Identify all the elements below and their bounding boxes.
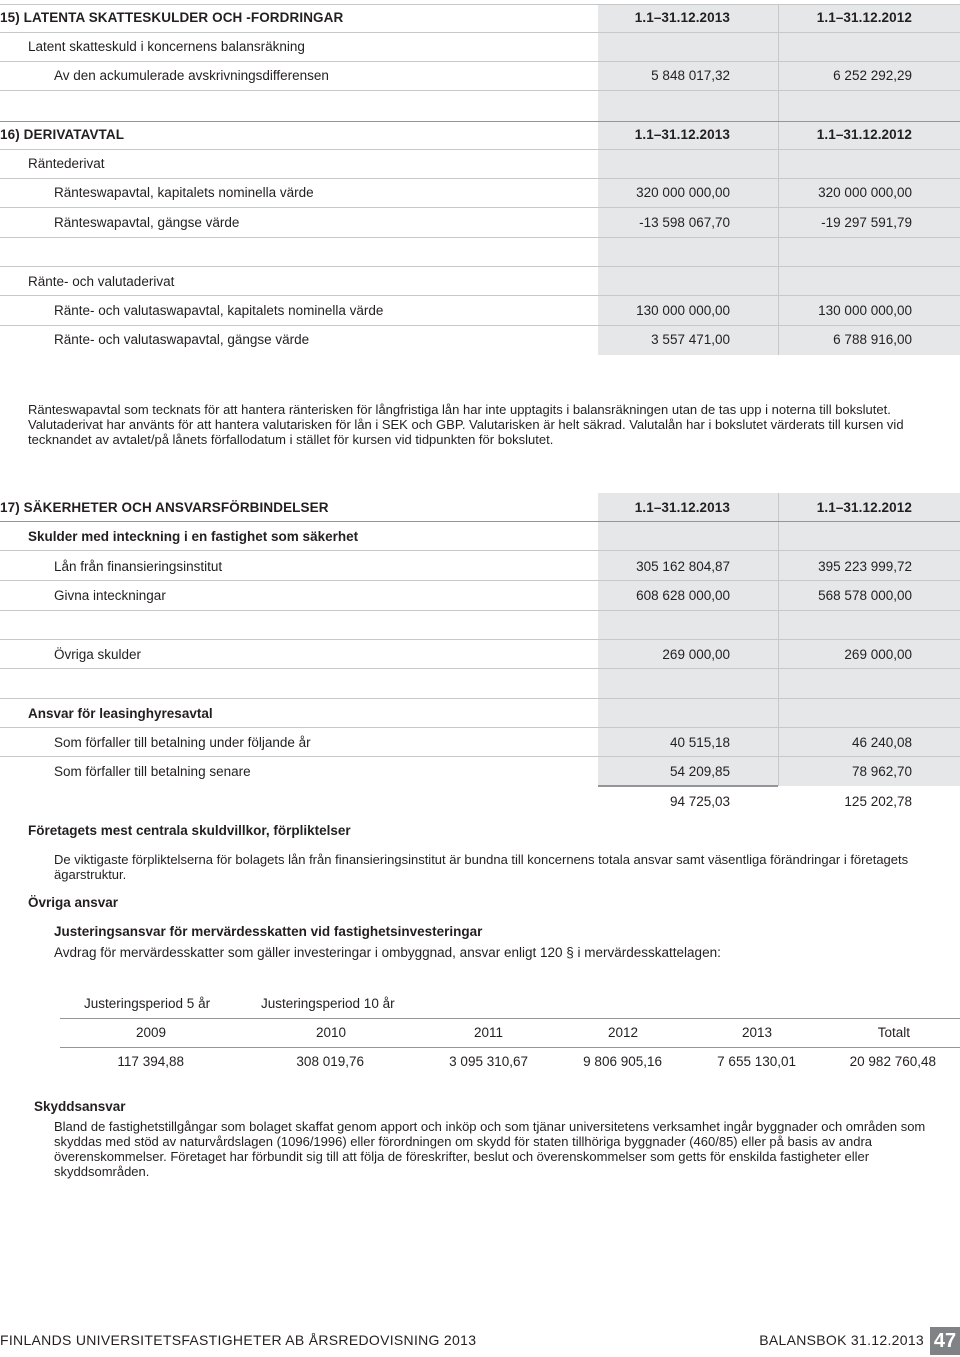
s16-row-value-2013: 3 557 471,00 (651, 332, 730, 347)
s16-row-value-2013: -13 598 067,70 (639, 215, 730, 230)
s16-header-rule (0, 149, 960, 150)
s17-row-value-2013: 54 209,85 (669, 764, 730, 779)
s17-row-rule (0, 580, 960, 581)
year-header-2010: 2010 (315, 1025, 346, 1040)
footer-section: BALANSBOK 31.12.2013 (759, 1332, 924, 1348)
s16-row-label: Ränteswapavtal, gängse värde (54, 215, 240, 230)
s17-row-label: Lån från finansieringsinstitut (54, 559, 223, 574)
s17-other-debts-label: Övriga skulder (54, 647, 142, 662)
protect-title: Skyddsansvar (34, 1099, 126, 1114)
s17-row-rule (0, 668, 960, 669)
s17-top-rule (0, 521, 960, 522)
s17-row-rule (0, 698, 960, 699)
s17-col1-header: 1.1–31.12.2013 (634, 500, 730, 515)
year-value-2010: 308 019,76 (296, 1054, 364, 1069)
s17-other-debts-2013: 269 000,00 (662, 647, 730, 662)
page-number: 47 (930, 1327, 960, 1355)
s16-row-value-2012: 320 000 000,00 (818, 185, 912, 200)
s16-col1-header: 1.1–31.12.2013 (634, 127, 730, 142)
s17-row-rule (0, 756, 960, 757)
s16-row-rule (0, 207, 960, 208)
s17-row-value-2013: 305 162 804,87 (636, 559, 730, 574)
year-header-rule (60, 1047, 960, 1048)
s16-group1-label: Räntederivat (28, 156, 105, 171)
protect-text: Bland de fastighetstillgångar som bolaget skaffat genom apport och inköp och som tjänar universitetens verksamhet ingår byggnader och områden som skyddas med stöd av naturvårdslagen (1096/1996) eller förordningen om skydd för staten tillhöriga byggnader (460/85) eller på basis av andra överenskommelser. Företaget har förbundit sig till att följa de föreskrifter, beslut och överenskommelser som getts för enskilda fastigheter eller skyddsområden. (54, 1119, 926, 1179)
s15-row-value-2012: 6 252 292,29 (833, 68, 912, 83)
period-5-label: Justeringsperiod 5 år (84, 996, 211, 1011)
s16-row-rule (0, 325, 960, 326)
s15-column-separator (778, 4, 779, 121)
year-value-2012: 9 806 905,16 (583, 1054, 662, 1069)
year-header-2009: 2009 (135, 1025, 166, 1040)
s16-row-value-2012: 6 788 916,00 (833, 332, 912, 347)
s17-row-rule (0, 610, 960, 611)
s16-row-rule (0, 266, 960, 267)
year-header-total: Totalt (877, 1025, 910, 1040)
s16-row-value-2013: 320 000 000,00 (636, 185, 730, 200)
s17-group4-label: Övriga ansvar (28, 895, 119, 910)
s15-col1-header: 1.1–31.12.2013 (634, 10, 730, 25)
footer-company: FINLANDS UNIVERSITETSFASTIGHETER AB ÅRSREDOVISNING 2013 (0, 1332, 477, 1348)
s16-col2-header: 1.1–31.12.2012 (816, 127, 912, 142)
year-header-2011: 2011 (473, 1025, 503, 1040)
s15-subtitle: Latent skatteskuld i koncernens balansräkning (28, 39, 305, 54)
s15-row-rule (0, 61, 960, 62)
s17-vat-title: Justeringsansvar för mervärdesskatten vid fastighetsinvesteringar (54, 924, 483, 939)
s17-group1-label: Skulder med inteckning i en fastighet som säkerhet (28, 529, 359, 544)
s17-group2-label: Ansvar för leasinghyresavtal (28, 706, 213, 721)
year-value-2011: 3 095 310,67 (449, 1054, 528, 1069)
s17-row-value-2012: 395 223 999,72 (818, 559, 912, 574)
s15-row-label: Av den ackumulerade avskrivningsdifferensen (54, 68, 329, 83)
period-header-rule (60, 1018, 960, 1019)
s17-total-rule (598, 785, 778, 787)
s15-top-rule (0, 4, 960, 5)
s17-row-rule (0, 639, 960, 640)
period-10-label: Justeringsperiod 10 år (261, 996, 395, 1011)
year-header-2012: 2012 (607, 1025, 638, 1040)
s17-row-label: Givna inteckningar (54, 588, 166, 603)
s17-lease-total-2012: 125 202,78 (844, 794, 912, 809)
s16-row-value-2012: -19 297 591,79 (821, 215, 912, 230)
s16-row-rule (0, 237, 960, 238)
s15-row-value-2013: 5 848 017,32 (651, 68, 730, 83)
s15-col2-header: 1.1–31.12.2012 (816, 10, 912, 25)
s17-row-rule (0, 727, 960, 728)
s17-row-value-2012: 568 578 000,00 (818, 588, 912, 603)
s16-row-rule (0, 295, 960, 296)
s16-row-value-2013: 130 000 000,00 (636, 303, 730, 318)
s17-row-value-2013: 608 628 000,00 (636, 588, 730, 603)
s16-row-rule (0, 178, 960, 179)
s17-vat-text: Avdrag för mervärdesskatter som gäller investeringar i ombyggnad, ansvar enligt 120 § i mervärdesskattelagen: (54, 945, 721, 960)
s17-row-value-2012: 46 240,08 (851, 735, 912, 750)
year-header-2013: 2013 (741, 1025, 772, 1040)
s17-other-debts-2012: 269 000,00 (844, 647, 912, 662)
s16-row-label: Ränte- och valutaswapavtal, gängse värde (54, 332, 310, 347)
s16-row-label: Ränte- och valutaswapavtal, kapitalets nominella värde (54, 303, 384, 318)
s16-row-value-2012: 130 000 000,00 (818, 303, 912, 318)
s16-title: 16) DERIVATAVTAL (0, 127, 125, 142)
s17-row-label: Som förfaller till betalning senare (54, 764, 251, 779)
s17-row-value-2013: 40 515,18 (669, 735, 730, 750)
s17-group3-text: De viktigaste förpliktelserna för bolagets lån från finansieringsinstitut är bundna till koncernens totala ansvar samt väsentliga förändringar i företagets ägarstruktur. (54, 852, 909, 882)
s15-row-rule (0, 90, 960, 91)
s17-title: 17) SÄKERHETER OCH ANSVARSFÖRBINDELSER (0, 500, 329, 515)
s16-top-rule (0, 121, 960, 122)
s17-lease-total-2013: 94 725,03 (669, 794, 730, 809)
s16-row-label: Ränteswapavtal, kapitalets nominella värde (54, 185, 314, 200)
year-value-2013: 7 655 130,01 (717, 1054, 796, 1069)
s17-row-rule (0, 550, 960, 551)
s15-title: 15) LATENTA SKATTESKULDER OCH -FORDRINGAR (0, 10, 344, 25)
s17-row-value-2012: 78 962,70 (851, 764, 912, 779)
s16-column-separator (778, 121, 779, 355)
s17-col2-header: 1.1–31.12.2012 (816, 500, 912, 515)
s16-note: Ränteswapavtal som tecknats för att hantera ränterisken för långfristiga lån har inte upptagits i balansräkningen utan de tas upp i noterna till bokslutet. Valutaderivat har använts för att hantera valutarisken för lån i SEK och GBP. Valutarisken är helt säkrad. Valutalån har i bokslutet värderats till kursen vid tecknandet av avtalet/på lånets förfallodatum i stället för kursen vid tidpunkten för bokslutet. (28, 402, 904, 447)
year-value-total: 20 982 760,48 (849, 1054, 936, 1069)
s17-group3-label: Företagets mest centrala skuldvillkor, förpliktelser (28, 823, 351, 838)
s17-row-label: Som förfaller till betalning under följande år (54, 735, 311, 750)
s16-group2-label: Ränte- och valutaderivat (28, 274, 175, 289)
s15-header-rule (0, 32, 960, 33)
year-value-2009: 117 394,88 (117, 1054, 184, 1069)
